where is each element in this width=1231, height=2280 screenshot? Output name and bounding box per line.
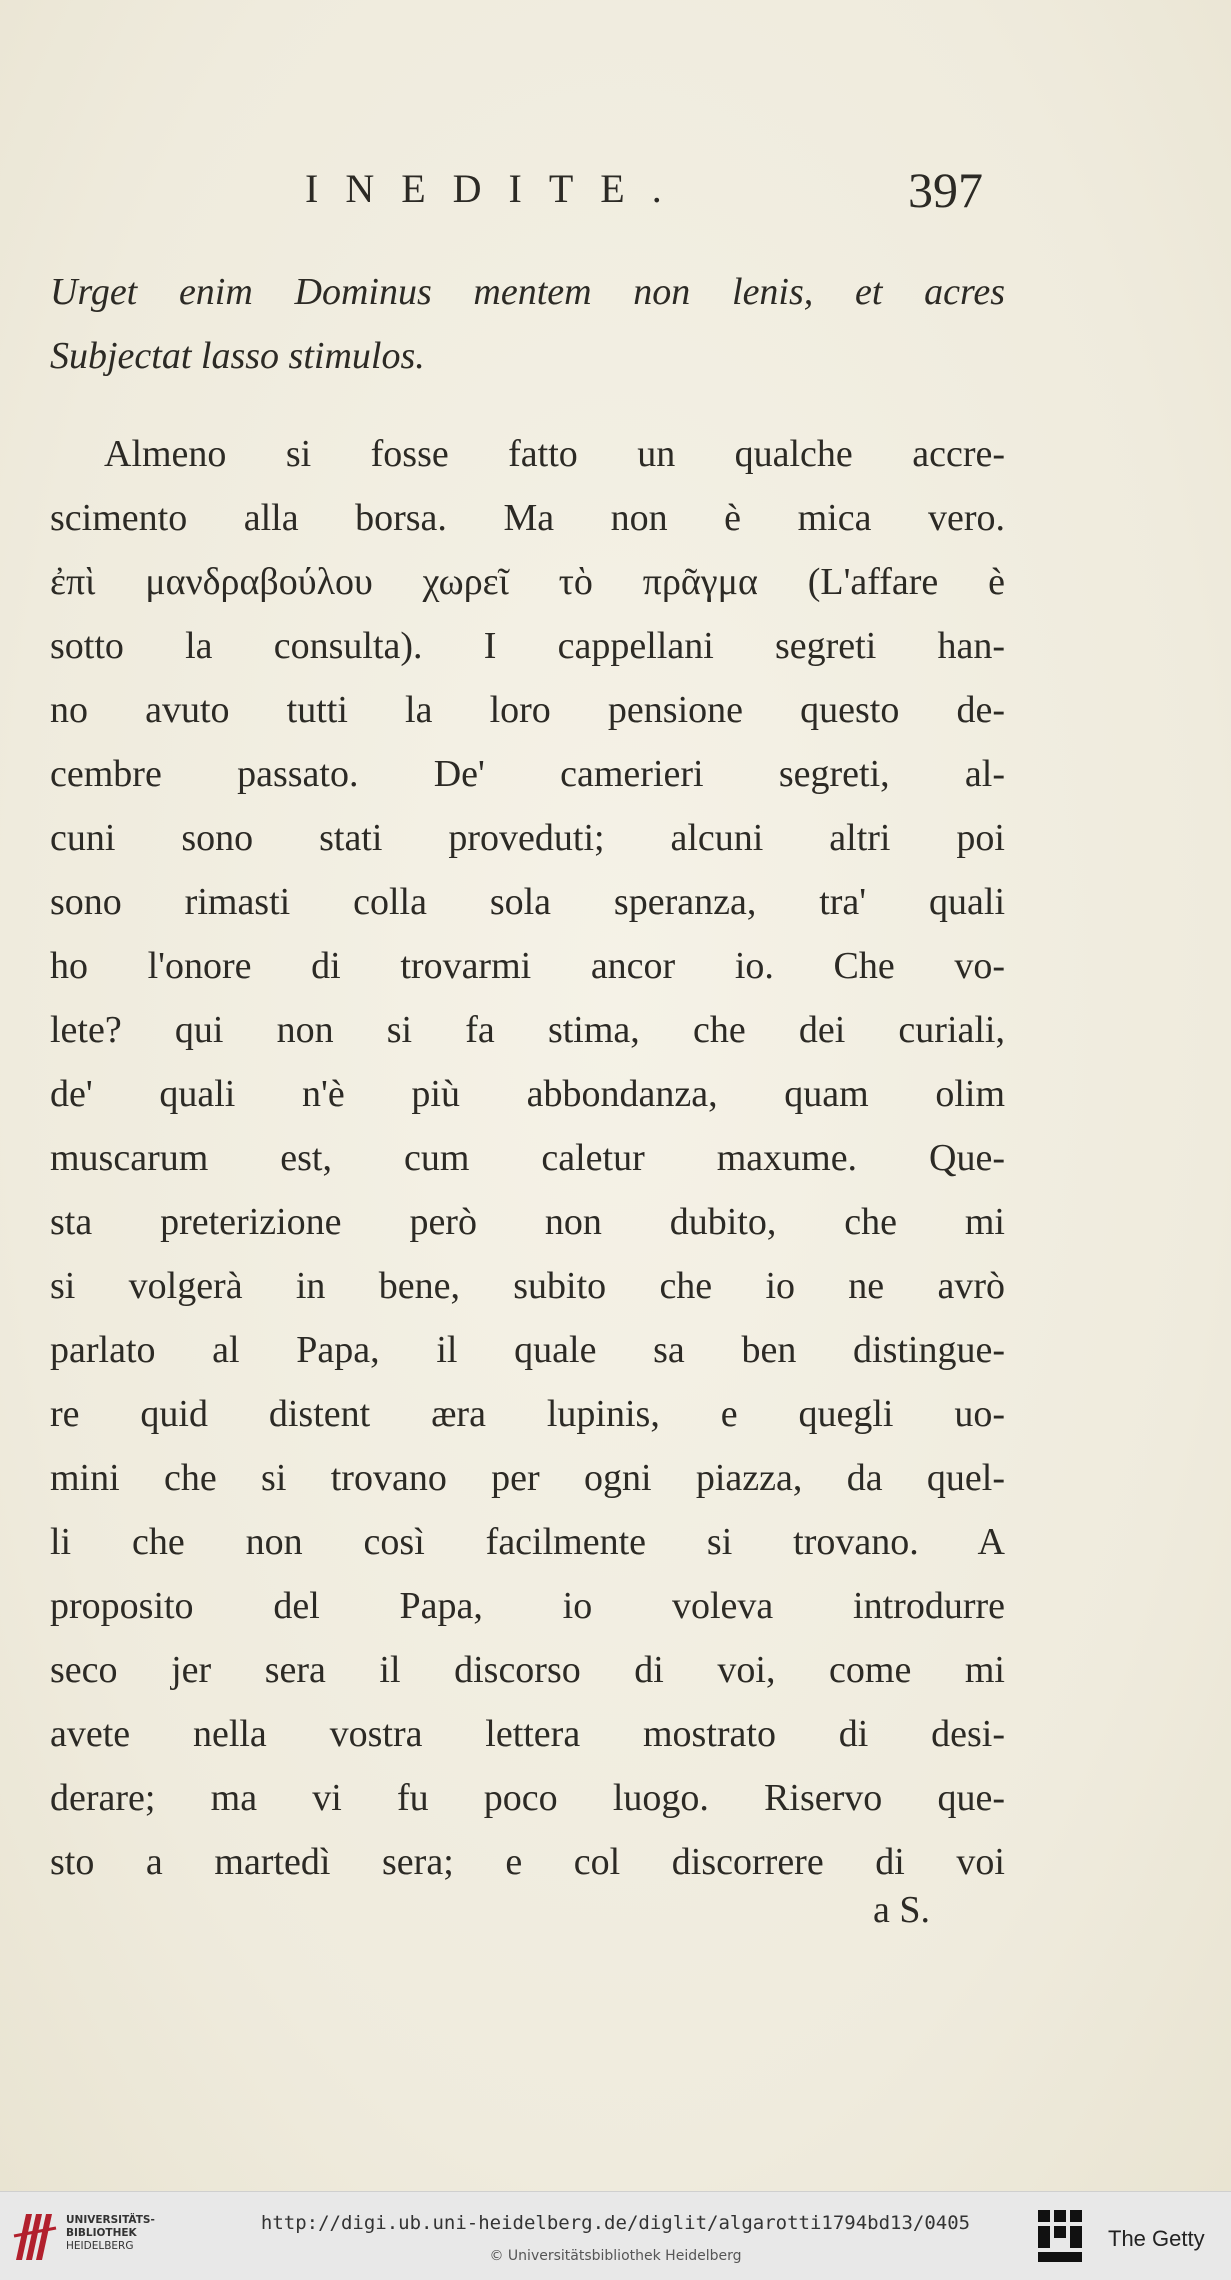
paragraph-line: sotto la consulta). I cappellani segreti han-	[50, 625, 1005, 667]
getty-logo-icon	[1036, 2208, 1084, 2266]
page-number: 397	[908, 162, 983, 218]
paragraph-line: sta preterizione però non dubito, che mi	[50, 1201, 1005, 1243]
paragraph-line: sono rimasti colla sola speranza, tra' quali	[50, 881, 1005, 923]
paragraph-line: ho l'onore di trovarmi ancor io. Che vo-	[50, 945, 1005, 987]
paragraph-line: si volgerà in bene, subito che io ne avrò	[50, 1265, 1005, 1307]
page-header	[0, 162, 1231, 225]
paragraph-line: avete nella vostra lettera mostrato di desi-	[50, 1713, 1005, 1755]
paragraph-line: sto a martedì sera; e col discorrere di voi	[50, 1841, 1005, 1883]
catchword: a S.	[873, 1889, 930, 1931]
paragraph-line: seco jer sera il discorso di voi, come mi	[50, 1649, 1005, 1691]
library-name-line: UNIVERSITÄTS-	[66, 2214, 155, 2226]
running-head: INEDITE.	[305, 166, 689, 211]
quote-line: Urget enim Dominus mentem non lenis, et acres	[50, 271, 1005, 313]
copyright-notice: © Universitätsbibliothek Heidelberg	[489, 2248, 742, 2264]
paragraph-line: ἐπὶ μανδραβούλου χωρεῖ τὸ πρᾶγμα (L'affare è	[50, 561, 1005, 603]
paragraph-line: lete? qui non si fa stima, che dei curiali,	[50, 1009, 1005, 1051]
paragraph-line: li che non così facilmente si trovano. A	[50, 1521, 1005, 1563]
paragraph-line: muscarum est, cum caletur maxume. Que-	[50, 1137, 1005, 1179]
paragraph-line: no avuto tutti la loro pensione questo de-	[50, 689, 1005, 731]
partner-name: The Getty	[1108, 2226, 1205, 2251]
quote-line: Subjectat lasso stimulos.	[50, 335, 425, 377]
paragraph-line: mini che si trovano per ogni piazza, da quel-	[50, 1457, 1005, 1499]
viewer-footer	[0, 2191, 1231, 2280]
permalink-url[interactable]: http://digi.ub.uni-heidelberg.de/diglit/algarotti1794bd13/0405	[260, 2212, 971, 2234]
library-name-line: HEIDELBERG	[66, 2240, 134, 2252]
paragraph-line: re quid distent æra lupinis, e quegli uo-	[50, 1393, 1005, 1435]
paragraph-line: cuni sono stati proveduti; alcuni altri poi	[50, 817, 1005, 859]
paragraph-line: proposito del Papa, io voleva introdurre	[50, 1585, 1005, 1627]
paragraph-line: derare; ma vi fu poco luogo. Riservo que-	[50, 1777, 1005, 1819]
library-name-line: BIBLIOTHEK	[66, 2227, 137, 2239]
paragraph-line: Almeno si fosse fatto un qualche accre-	[104, 433, 1005, 475]
paragraph-line: parlato al Papa, il quale sa ben distingue-	[50, 1329, 1005, 1371]
paragraph-line: scimento alla borsa. Ma non è mica vero.	[50, 497, 1005, 539]
paragraph-line: cembre passato. De' camerieri segreti, al-	[50, 753, 1005, 795]
paragraph-line: de' quali n'è più abbondanza, quam olim	[50, 1073, 1005, 1115]
